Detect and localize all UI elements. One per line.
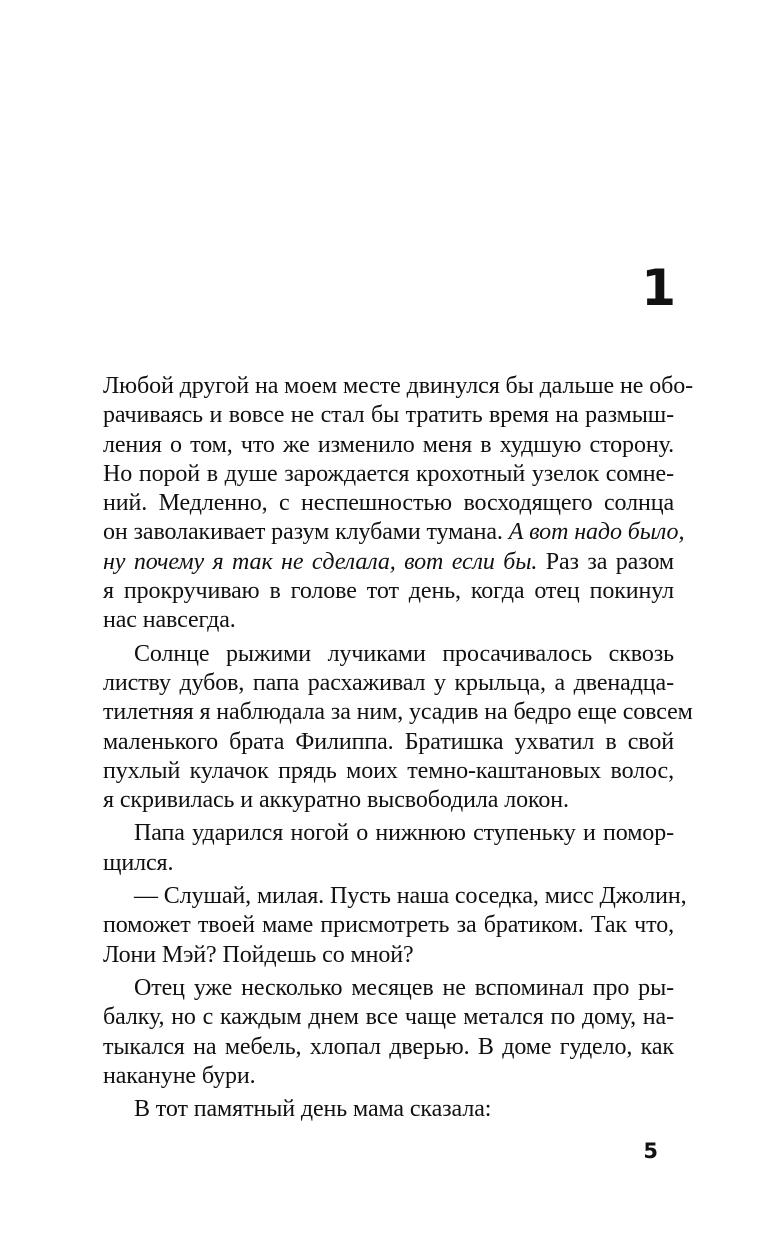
text-line: тыкался на мебель, хлопал дверью. В доме гудело, как	[103, 1033, 674, 1060]
text-line: ления о том, что же изменило меня в худшую сторону.	[103, 431, 674, 458]
text-line: накануне бури.	[103, 1062, 256, 1089]
page-number: 5	[643, 1139, 658, 1163]
text-line-mixed	[103, 518, 685, 547]
text-line: Лони Мэй? Пойдешь со мной?	[103, 941, 414, 968]
text-line: маленького брата Филиппа. Братишка ухватил в свой	[103, 728, 674, 755]
italic-text-run: ну почему я так не сделала, вот если бы.	[103, 548, 538, 575]
paragraph	[103, 640, 693, 816]
paragraph	[103, 819, 674, 878]
text-line: Но порой в душе зарождается крохотный узелок сомне-	[103, 460, 674, 487]
text-line: Папа ударился ногой о нижнюю ступеньку и помор-	[134, 820, 674, 847]
text-line: В тот памятный день мама сказала:	[134, 1096, 492, 1123]
text-line: балку, но с каждым днем все чаще метался по дому, на-	[103, 1004, 674, 1031]
text-run: он заволакивает разум клубами тумана.	[103, 519, 503, 546]
text-line: нас навсегда.	[103, 607, 236, 634]
text-line-mixed	[103, 548, 674, 577]
italic-text-run: А вот надо было,	[508, 519, 685, 546]
text-line: я прокручиваю в голове тот день, когда отец покинул	[103, 578, 674, 605]
paragraph	[103, 1095, 674, 1124]
body-text	[103, 372, 694, 1124]
paragraph	[103, 372, 694, 636]
text-line: пухлый кулачок прядь моих темно-каштановых волос,	[103, 757, 674, 784]
text-line: листву дубов, папа расхаживал у крыльца, а двенадца-	[103, 669, 674, 696]
text-line: тилетняя я наблюдала за ним, усадив на бедро еще совсем	[103, 699, 693, 726]
text-line: щился.	[103, 849, 174, 876]
text-line: рачиваясь и вовсе не стал бы тратить время на размыш-	[103, 402, 674, 429]
chapter-number: 1	[641, 259, 676, 317]
text-line: ний. Медленно, с неспешностью восходящего солнца	[103, 490, 674, 517]
text-line: поможет твоей маме присмотреть за братиком. Так что,	[103, 912, 674, 939]
text-line: — Слушай, милая. Пусть наша соседка, мисс Джолин,	[134, 883, 687, 910]
text-run: Раз за разом	[545, 548, 674, 575]
text-line: Солнце рыжими лучиками просачивалось сквозь	[134, 640, 674, 667]
paragraph	[103, 882, 687, 970]
text-line: я скривилась и аккуратно высвободила локон.	[103, 787, 569, 814]
text-line: Любой другой на моем месте двинулся бы дальше не обо-	[103, 373, 694, 399]
text-line: Отец уже несколько месяцев не вспоминал про ры-	[134, 974, 674, 1001]
paragraph	[103, 974, 674, 1091]
